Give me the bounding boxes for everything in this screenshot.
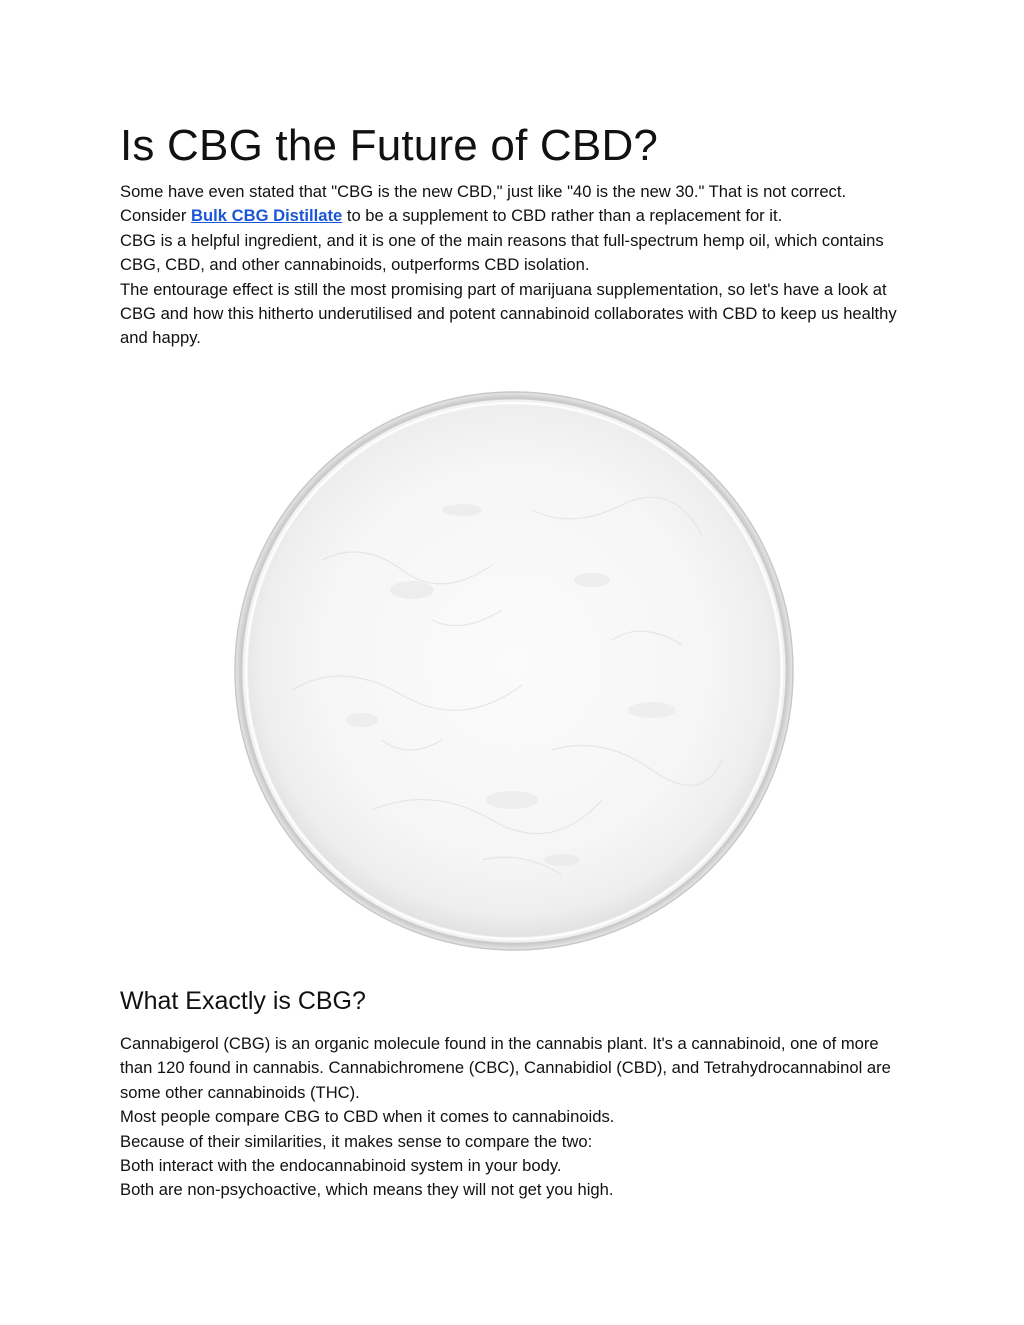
page-title: Is CBG the Future of CBD? <box>120 121 659 170</box>
section-body <box>120 1032 910 1203</box>
section-paragraph: Cannabigerol (CBG) is an organic molecule found in the cannabis plant. It's a cannabinoid, one of more than 120 found in cannabis. Cannabichromene (CBC), Cannabidiol (CBD), and Tetrahydrocannabinol are some other cannabinoids (THC). <box>120 1034 891 1102</box>
article-intro <box>120 118 910 351</box>
intro-paragraph-3: The entourage effect is still the most promising part of marijuana supplementation, so let's have a look at CBG and how this hitherto underutilised and potent cannabinoid collaborates with CBD to keep us healthy and happy. <box>120 279 897 348</box>
petri-dish-powder-image <box>232 390 796 956</box>
section-line: Most people compare CBG to CBD when it comes to cannabinoids. <box>120 1107 615 1127</box>
bulk-cbg-distillate-link[interactable]: Bulk CBG Distillate <box>191 206 343 226</box>
section-line: Because of their similarities, it makes sense to compare the two: <box>120 1131 593 1151</box>
intro-text-after-link: to be a supplement to CBD rather than a replacement for it. <box>342 206 783 226</box>
what-is-cbg-section <box>120 984 910 1203</box>
intro-text <box>120 180 910 351</box>
intro-paragraph-2: CBG is a helpful ingredient, and it is one of the main reasons that full-spectrum hemp oil, which contains CBG, CBD, and other cannabinoids, outperforms CBD isolation. <box>120 230 884 275</box>
intro-paragraph-1 <box>120 180 910 229</box>
intro-text-before-link: Some have even stated that "CBG is the new CBD," just like "40 is the new 30." That is not correct. Consider <box>120 182 847 226</box>
section-line: Both interact with the endocannabinoid system in your body. <box>120 1156 562 1176</box>
section-line: Both are non-psychoactive, which means they will not get you high. <box>120 1180 614 1200</box>
section-heading: What Exactly is CBG? <box>120 987 366 1015</box>
